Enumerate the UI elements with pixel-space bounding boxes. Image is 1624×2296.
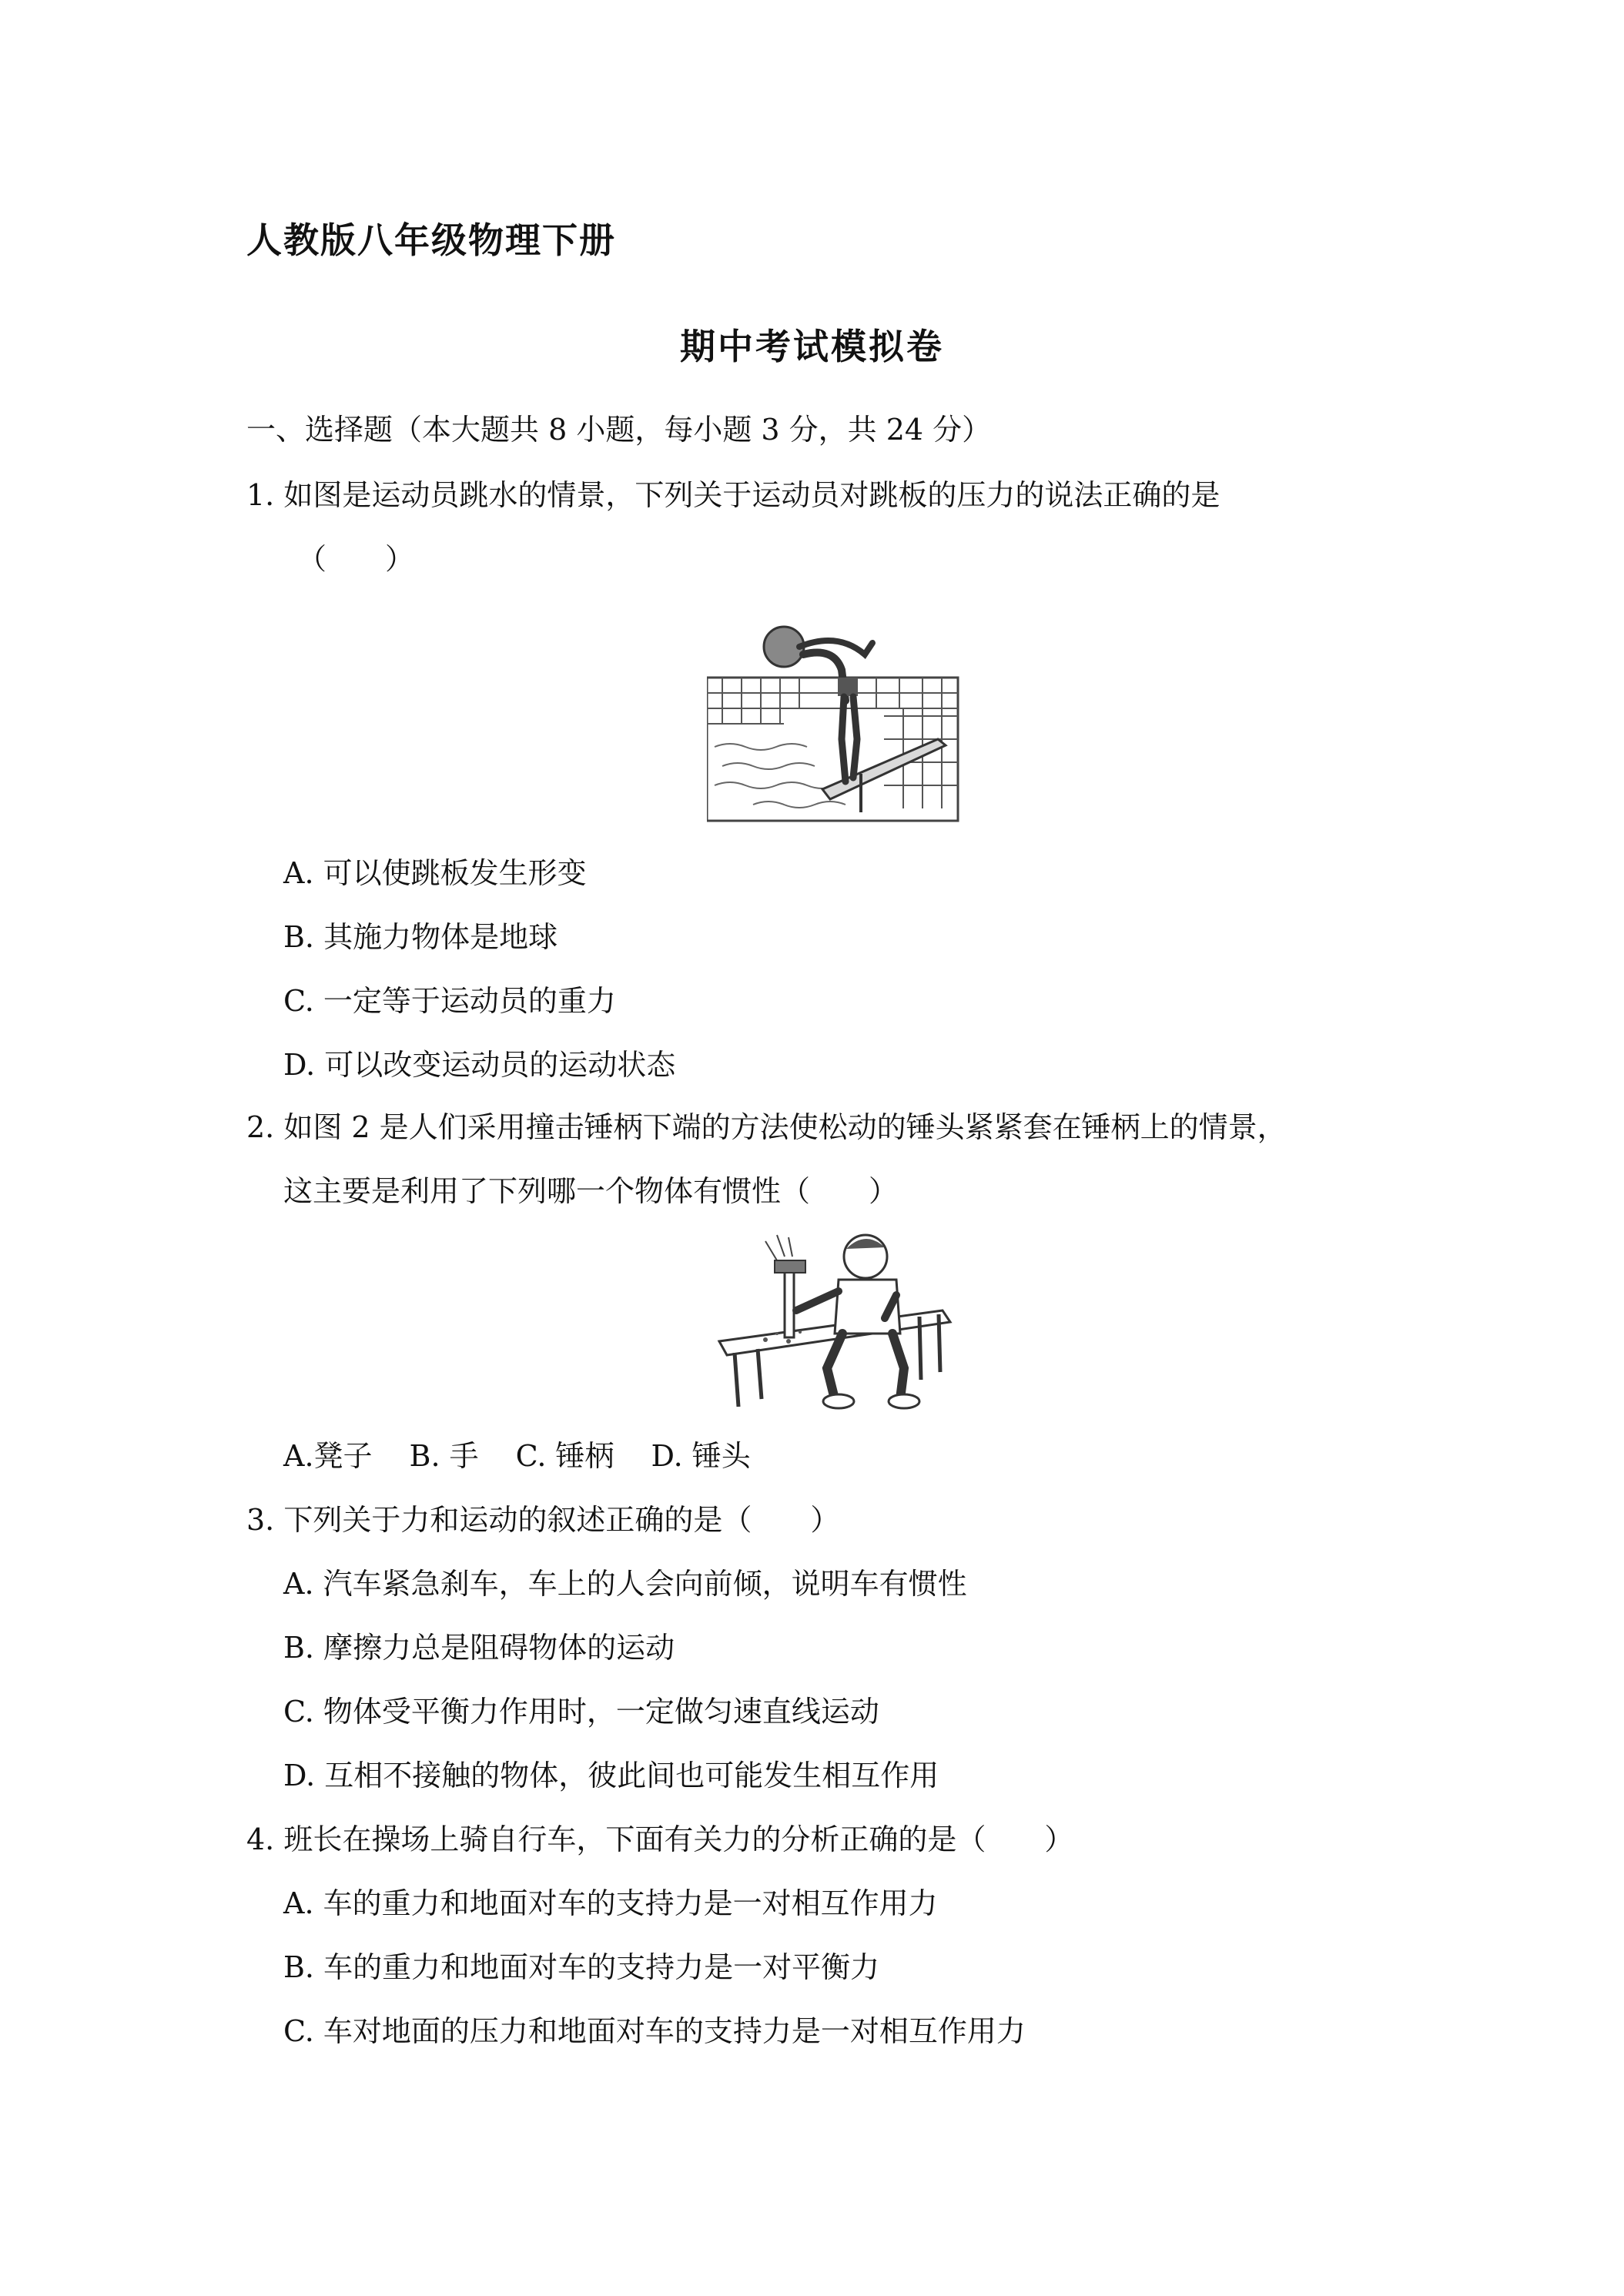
question-2-option-b: B. 手 [409,1439,479,1473]
question-2-stem-cont: 这主要是利用了下列哪一个物体有惯性（ ） [283,1174,899,1208]
question-2-options [283,1438,788,1474]
book-title: 人教版八年级物理下册 [246,219,616,261]
question-2-stem: 2. 如图 2 是人们采用撞击锤柄下端的方法使松动的锤头紧紧套在锤柄上的情景， [246,1110,1287,1144]
question-2-option-d: D. 锤头 [651,1439,751,1473]
question-2-option-a: A.凳子 [283,1439,373,1473]
question-2-option-c: C. 锤柄 [515,1439,614,1473]
diver-on-springboard-figure [707,601,961,824]
question-4-option-c: C. 车对地面的压力和地面对车的支持力是一对相互作用力 [283,2014,1026,2048]
question-4-stem: 4. 班长在操场上骑自行车，下面有关力的分析正确的是（ ） [246,1822,1074,1856]
question-1-answer-bracket: （ ） [297,542,415,576]
question-1-option-a: A. 可以使跳板发生形变 [283,856,587,890]
section-heading: 一、选择题（本大题共 8 小题，每小题 3 分，共 24 分） [246,413,992,447]
question-1-option-b: B. 其施力物体是地球 [283,920,558,954]
question-1-option-d: D. 可以改变运动员的运动状态 [283,1048,676,1082]
question-4-option-a: A. 车的重力和地面对车的支持力是一对相互作用力 [283,1886,938,1920]
man-hammering-on-bench-figure [712,1226,958,1412]
question-3-stem: 3. 下列关于力和运动的叙述正确的是（ ） [246,1503,840,1537]
question-4-option-b: B. 车的重力和地面对车的支持力是一对平衡力 [283,1950,880,1984]
question-3-option-c: C. 物体受平衡力作用时，一定做匀速直线运动 [283,1695,879,1729]
question-1-stem: 1. 如图是运动员跳水的情景，下列关于运动员对跳板的压力的说法正确的是 [246,478,1221,512]
exam-title: 期中考试模拟卷 [680,326,944,367]
question-3-option-b: B. 摩擦力总是阻碍物体的运动 [283,1631,675,1665]
question-3-option-d: D. 互相不接触的物体，彼此间也可能发生相互作用 [283,1759,939,1792]
question-1-option-c: C. 一定等于运动员的重力 [283,984,616,1018]
question-3-option-a: A. 汽车紧急刹车，车上的人会向前倾，说明车有惯性 [283,1567,967,1601]
